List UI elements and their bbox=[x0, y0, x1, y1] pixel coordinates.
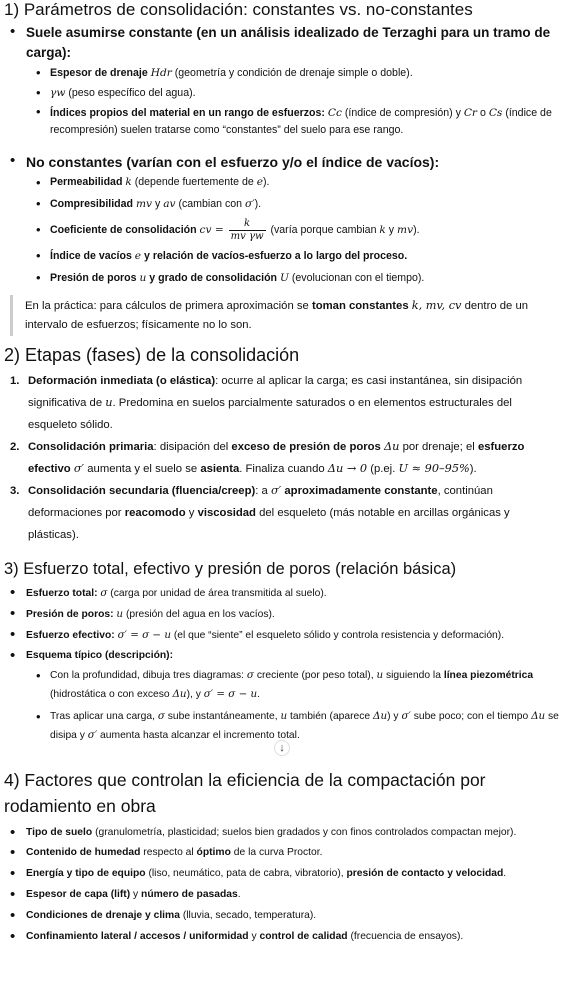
text: también (aparece bbox=[290, 711, 371, 722]
label: Esfuerzo total: bbox=[26, 588, 98, 599]
label: aproximadamente constante bbox=[284, 485, 438, 497]
label: control de calidad bbox=[259, 931, 348, 942]
math: k, mv, cv bbox=[411, 299, 462, 312]
label: Energía y tipo de equipo bbox=[26, 868, 146, 879]
text: (granulometría, plasticidad; suelos bien gradados y con finos controlados compactan mejor). bbox=[95, 827, 517, 838]
text: En la práctica: para cálculos de primera aproximación se bbox=[25, 300, 309, 312]
arrow-down-icon[interactable]: ↓ bbox=[275, 741, 289, 755]
math: u bbox=[376, 669, 384, 681]
item-number: 2. bbox=[10, 441, 20, 453]
math: e bbox=[134, 250, 142, 262]
list-item bbox=[4, 863, 562, 884]
text: Con la profundidad, dibuja tres diagramas: bbox=[50, 670, 245, 681]
label: y grado de consolidación bbox=[149, 272, 278, 284]
list-item bbox=[4, 842, 562, 863]
section-3-title: 3) Esfuerzo total, efectivo y presión de poros (relación básica) bbox=[4, 560, 457, 578]
label: óptimo bbox=[196, 847, 231, 858]
label: Espesor de capa (lift) bbox=[26, 889, 131, 900]
text: respecto al bbox=[143, 847, 194, 858]
text: y bbox=[188, 507, 195, 519]
math: u bbox=[280, 710, 288, 722]
math: Hdr bbox=[150, 67, 172, 79]
text: (peso específico del agua). bbox=[68, 87, 196, 99]
label: Índices propios del material en un rango de esfuerzos: bbox=[50, 107, 325, 119]
math: σ′ bbox=[245, 198, 255, 210]
text: del esqueleto (más notable en arcillas orgánicas y plásticas). bbox=[28, 507, 510, 541]
text: (índice de compresión) y bbox=[344, 107, 461, 119]
label: Condiciones de drenaje y clima bbox=[26, 910, 180, 921]
label: Esquema típico (descripción): bbox=[26, 650, 174, 661]
text: siguiendo la bbox=[385, 670, 441, 681]
math: e bbox=[256, 176, 263, 188]
text: se disipa y bbox=[50, 711, 559, 741]
text: (frecuencia de ensayos). bbox=[350, 931, 464, 942]
label: Consolidación secundaria (fluencia/creep) bbox=[28, 485, 256, 497]
text: (índice de recompresión) suelen tratarse como “constantes” del suelo para ese rango. bbox=[50, 107, 552, 136]
list-item bbox=[26, 707, 562, 745]
label: Contenido de humedad bbox=[26, 847, 141, 858]
text: ). bbox=[262, 176, 270, 188]
list-item bbox=[26, 172, 562, 193]
math: k bbox=[125, 176, 132, 188]
label: Índice de vacíos bbox=[50, 250, 132, 262]
text: aumenta y el suelo se bbox=[87, 463, 198, 475]
practice-note bbox=[10, 295, 562, 336]
math: σ′ = σ − u bbox=[203, 688, 258, 700]
math: γw bbox=[50, 87, 66, 99]
label: línea piezométrica bbox=[443, 670, 534, 681]
text: Tras aplicar una carga, bbox=[50, 711, 155, 722]
math: mv bbox=[135, 198, 152, 210]
list-item bbox=[26, 215, 562, 245]
text: y bbox=[251, 931, 257, 942]
label: Consolidación primaria bbox=[28, 441, 154, 453]
list-item bbox=[26, 267, 562, 289]
label: Coeficiente de consolidación bbox=[50, 224, 197, 236]
text: (geometría y condición de drenaje simple o doble). bbox=[174, 67, 413, 79]
section-4-list bbox=[4, 823, 562, 947]
text: creciente (por peso total), bbox=[256, 670, 374, 681]
text: ). bbox=[413, 224, 420, 236]
label: viscosidad bbox=[197, 507, 256, 519]
text: : ocurre al aplicar la carga; es casi instantánea, sin disipación significativa de bbox=[28, 375, 523, 409]
list-item bbox=[26, 83, 562, 103]
text: sube poco; con el tiempo bbox=[413, 711, 529, 722]
text: (evolucionan con el tiempo). bbox=[291, 272, 425, 284]
text: (hidrostática o con exceso bbox=[50, 689, 170, 700]
math: U ≈ 90–95% bbox=[398, 462, 470, 475]
fraction-denominator: mv γw bbox=[230, 230, 264, 242]
math: u bbox=[139, 272, 147, 284]
list-item bbox=[4, 604, 562, 625]
label: toman constantes bbox=[311, 300, 409, 312]
list-item bbox=[4, 480, 562, 546]
section-3-list bbox=[4, 583, 562, 745]
label: esfuerzo efectivo bbox=[28, 441, 525, 475]
esquema-sublist bbox=[26, 666, 562, 745]
math: σ bbox=[100, 587, 108, 599]
math: σ bbox=[246, 669, 254, 681]
list-item-no-constantes bbox=[4, 152, 562, 289]
math: σ′ bbox=[401, 710, 411, 722]
text: . bbox=[237, 889, 241, 900]
math: Δu bbox=[373, 710, 388, 722]
text: por drenaje; el bbox=[402, 441, 475, 453]
list-item bbox=[4, 436, 562, 480]
text: . bbox=[503, 868, 507, 879]
label: Espesor de drenaje bbox=[50, 67, 148, 79]
text: y bbox=[154, 198, 161, 210]
list-item bbox=[26, 63, 562, 83]
text: (liso, neumático, pata de cabra, vibratorio), bbox=[148, 868, 344, 879]
fraction-numerator: k bbox=[229, 218, 266, 231]
list-item bbox=[4, 926, 562, 947]
list-item-constantes bbox=[4, 23, 562, 139]
label: Presión de poros: bbox=[26, 609, 114, 620]
no-constantes-sublist bbox=[26, 172, 562, 289]
list-item bbox=[4, 823, 562, 842]
text: y bbox=[133, 889, 139, 900]
math: σ bbox=[157, 710, 165, 722]
label: Confinamiento lateral / accesos / uniformidad bbox=[26, 931, 249, 942]
text: , continúan deformaciones por bbox=[28, 485, 493, 519]
item-number: 1. bbox=[10, 375, 20, 387]
text: (varía porque cambian bbox=[270, 224, 377, 236]
list-item bbox=[4, 905, 562, 926]
math: av bbox=[163, 198, 176, 210]
item-number: 3. bbox=[10, 485, 20, 497]
text: aumenta hasta alcanzar el incremento total. bbox=[100, 730, 300, 741]
math: Δu → 0 bbox=[327, 462, 368, 475]
text: o bbox=[479, 107, 486, 119]
text: ). bbox=[469, 463, 477, 475]
section-2-list bbox=[4, 370, 562, 546]
text: (p.ej. bbox=[370, 463, 396, 475]
text: ). bbox=[254, 198, 262, 210]
constantes-sublist bbox=[26, 63, 562, 139]
math: k bbox=[379, 224, 386, 236]
text: (el que “siente” el esqueleto sólido y controla resistencia y deformación). bbox=[173, 630, 505, 641]
text: . bbox=[257, 689, 261, 700]
math: σ′ = σ − u bbox=[117, 629, 171, 641]
math: mv bbox=[397, 224, 414, 236]
label: exceso de presión de poros bbox=[231, 441, 381, 453]
math: Cs bbox=[488, 107, 503, 119]
math: σ′ bbox=[73, 462, 85, 475]
text: sube instantáneamente, bbox=[167, 711, 278, 722]
list-item bbox=[26, 103, 562, 139]
math: Cc bbox=[327, 107, 342, 119]
text: y bbox=[388, 224, 395, 236]
text: (lluvia, secado, temperatura). bbox=[182, 910, 317, 921]
list-item bbox=[4, 370, 562, 436]
math: Δu bbox=[383, 440, 400, 453]
label: Compresibilidad bbox=[50, 198, 133, 210]
math: Cr bbox=[463, 107, 477, 119]
label: asienta bbox=[200, 463, 240, 475]
label: Esfuerzo efectivo: bbox=[26, 630, 115, 641]
text: (carga por unidad de área transmitida al suelo). bbox=[110, 588, 327, 599]
math: cv = bbox=[199, 224, 224, 236]
label: reacomodo bbox=[124, 507, 186, 519]
label: Deformación inmediata (o elástica) bbox=[28, 375, 216, 387]
list-item bbox=[4, 884, 562, 905]
section-1-list bbox=[4, 23, 562, 289]
math: U bbox=[279, 272, 289, 284]
text: ) y bbox=[387, 711, 399, 722]
math: σ′ bbox=[87, 729, 98, 741]
list-item bbox=[4, 625, 562, 646]
label: Tipo de suelo bbox=[26, 827, 93, 838]
text: . Predomina en suelos parcialmente saturados o en elementos estructurales del esqueleto sólido. bbox=[28, 397, 512, 431]
section-4-title: 4) Factores que controlan la eficiencia de la compactación por rodamiento en obra bbox=[4, 770, 486, 816]
text: (depende fuertemente de bbox=[134, 176, 254, 188]
list-item bbox=[4, 583, 562, 604]
list-item bbox=[4, 646, 562, 745]
math: u bbox=[105, 396, 113, 409]
section-2-title: 2) Etapas (fases) de la consolidación bbox=[4, 345, 300, 365]
text: : a bbox=[255, 485, 268, 497]
text: . Finaliza cuando bbox=[239, 463, 325, 475]
list-item bbox=[26, 193, 562, 215]
math: u bbox=[116, 608, 124, 620]
text: de la curva Proctor. bbox=[233, 847, 323, 858]
text: dentro de un intervalo de esfuerzos; físicamente no lo son. bbox=[25, 300, 529, 331]
math: Δu bbox=[531, 710, 546, 722]
label: Presión de poros bbox=[50, 272, 137, 284]
label: y relación de vacíos-esfuerzo a lo largo del proceso. bbox=[144, 250, 408, 262]
constantes-heading: • Suele asumirse constante (en un análisis idealizado de Terzaghi para un tramo de carga): bbox=[26, 25, 551, 60]
list-item bbox=[26, 666, 562, 704]
math: σ′ bbox=[270, 484, 282, 497]
list-item bbox=[26, 245, 562, 267]
math: Δu bbox=[172, 688, 187, 700]
cv-fraction bbox=[229, 218, 266, 243]
text: : disipación del bbox=[153, 441, 229, 453]
no-constantes-heading: • No constantes (varían con el esfuerzo y/o el índice de vacíos): bbox=[26, 154, 440, 170]
section-1-title: 1) Parámetros de consolidación: constantes vs. no-constantes bbox=[4, 0, 473, 19]
text: (cambian con bbox=[178, 198, 243, 210]
text: ), y bbox=[186, 689, 201, 700]
label: presión de contacto y velocidad bbox=[346, 868, 504, 879]
text: (presión del agua en los vacíos). bbox=[125, 609, 275, 620]
label: número de pasadas bbox=[141, 889, 238, 900]
label: Permeabilidad bbox=[50, 176, 123, 188]
